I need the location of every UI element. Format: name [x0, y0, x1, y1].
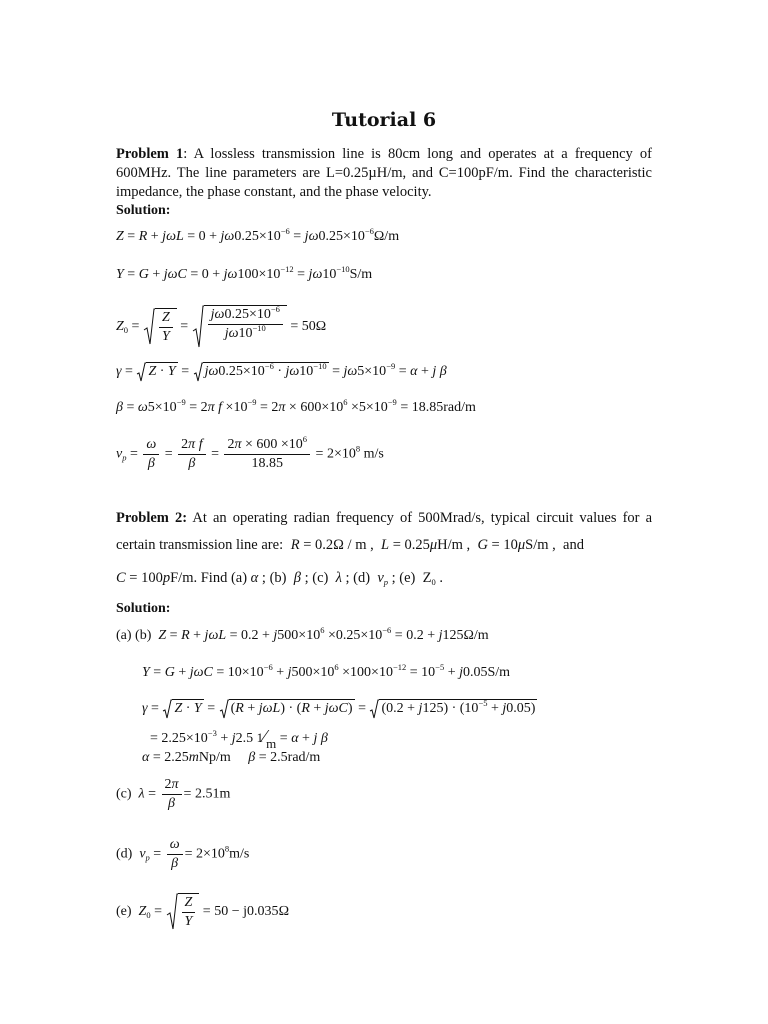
- result-z0: = 50 − j0.035Ω: [202, 904, 290, 920]
- part-d-label: (d): [116, 846, 133, 862]
- problem-2-statement: Problem 2: At an operating radian frequency of 500Mrad/s, typical circuit values for a certain transmission line are: R = 0.2Ω / m , L = 0.25μH/m , G = 10μS/m , and: [116, 510, 653, 554]
- equation-p2-gamma-value: = $2.25\times 10^{-3} + j2.5$ 1⁄m = α + j β: [150, 726, 328, 751]
- result-vp: = 2×10: [184, 846, 225, 862]
- problem-2-solution-label: Solution:: [116, 601, 171, 616]
- part-e-label: (e): [116, 904, 132, 920]
- equation-p2-gamma: γ = Z · Y = (R + jωL) · (R + jωC) = $(0.2 + j125) \cdot (10^{-5} + j0.05)$: [142, 699, 537, 719]
- page-title: Tutorial 6: [331, 109, 437, 131]
- equation-p2-wavelength: (c) λ = $\frac{2\pi}{\beta}$ = 2.51m: [116, 777, 231, 811]
- problem-2-label: Problem 2:: [116, 510, 188, 526]
- problem-2-line-3: C = 100pF/m. Find (a) α ; (b) β ; (c) λ ; (d) $v_p$ ; (e) $Z_0$ .: [116, 570, 443, 587]
- equation-p2-alpha-beta: α = 2.25mNp/m β = 2.5rad/m: [142, 750, 321, 765]
- problem-2-text: At an operating radian frequency of 500Mrad/s, typical circuit values for a certain transmission line are:: [116, 510, 653, 553]
- problem-1-label: Problem 1: [116, 146, 184, 162]
- equation-phase-constant: $\beta = \omega 5\times 10^{-9} = 2\pi$ $f \times 10^{-9} = 2\pi \times 600\times 10^6 \times 5\times 10^{-9} = 18.85rad/m$: [116, 397, 476, 415]
- equation-p2-impedance: (a) (b) $Z = R + j\omega L = 0.2 + j500\times 10^6 \times 0.25\times 10^{-6} = 0.2 + j125\Omega/m$: [116, 625, 489, 643]
- equation-propagation-constant: γ = Z · Y = $j\omega 0.25\times 10^{-6} \cdot j\omega 10^{-10}$ = $j\omega 5\times 10^{-9} = \alpha + j$ β: [116, 362, 447, 382]
- equation-p2-phase-velocity: (d) $v_p$ = $\frac{\omega}{\beta}$ = $2\times 10^8m/s$: [116, 837, 250, 871]
- equation-p2-admittance: $Y = G + j\omega C = 10\times 10^{-6} + j500\times 10^6 \times 100\times 10^{-12} = 10^{-5} + j0.05S/m$: [142, 662, 511, 680]
- equation-p2-characteristic-impedance: (e) $Z_0$ = $\frac{Z}{Y}$ = 50 − j0.035Ω: [116, 895, 290, 929]
- problem-1-text: : A lossless transmission line is 80cm long and operates at a frequency of 600MHz. The line parameters are L=0.25µH/m, and C=100pF/m. Find the characteristic impedance, the phase constant, and the phase velocity.: [116, 146, 652, 200]
- part-ab-label: (a) (b): [116, 628, 152, 643]
- equation-phase-velocity: $v_p$ = $\frac{\omega}{\beta}$ = $\frac{\text{2π f}}{\beta}$ = $\frac{2\pi \times 600 \times 10^6}{18.85}$ = $2\times 10^8$ m/s: [116, 434, 384, 471]
- equation-admittance-y: $Y = G + j\omega C = 0 + j\omega 100\times 10^{-12} = j\omega 10^{-10}S/m$: [116, 264, 373, 282]
- problem-2-find-prefix: . Find (a): [193, 570, 248, 586]
- problem-1-solution-label: Solution:: [116, 203, 171, 218]
- problem-1-statement: [116, 145, 652, 202]
- result-lambda: = 2.51m: [183, 786, 231, 802]
- equation-impedance-z: $Z = R + j\omega L = 0 + j\omega 0.25\times 10^{-6} = j\omega 0.25\times 10^{-6}\Omega/m$: [116, 226, 400, 244]
- equation-characteristic-impedance: $Z_0$ = $\frac{Z}{Y}$ = $\frac{j\omega 0.25\times 10^{-6}}{j\omega 10^{-10}}$ = 50Ω: [116, 305, 326, 349]
- part-c-label: (c): [116, 786, 132, 802]
